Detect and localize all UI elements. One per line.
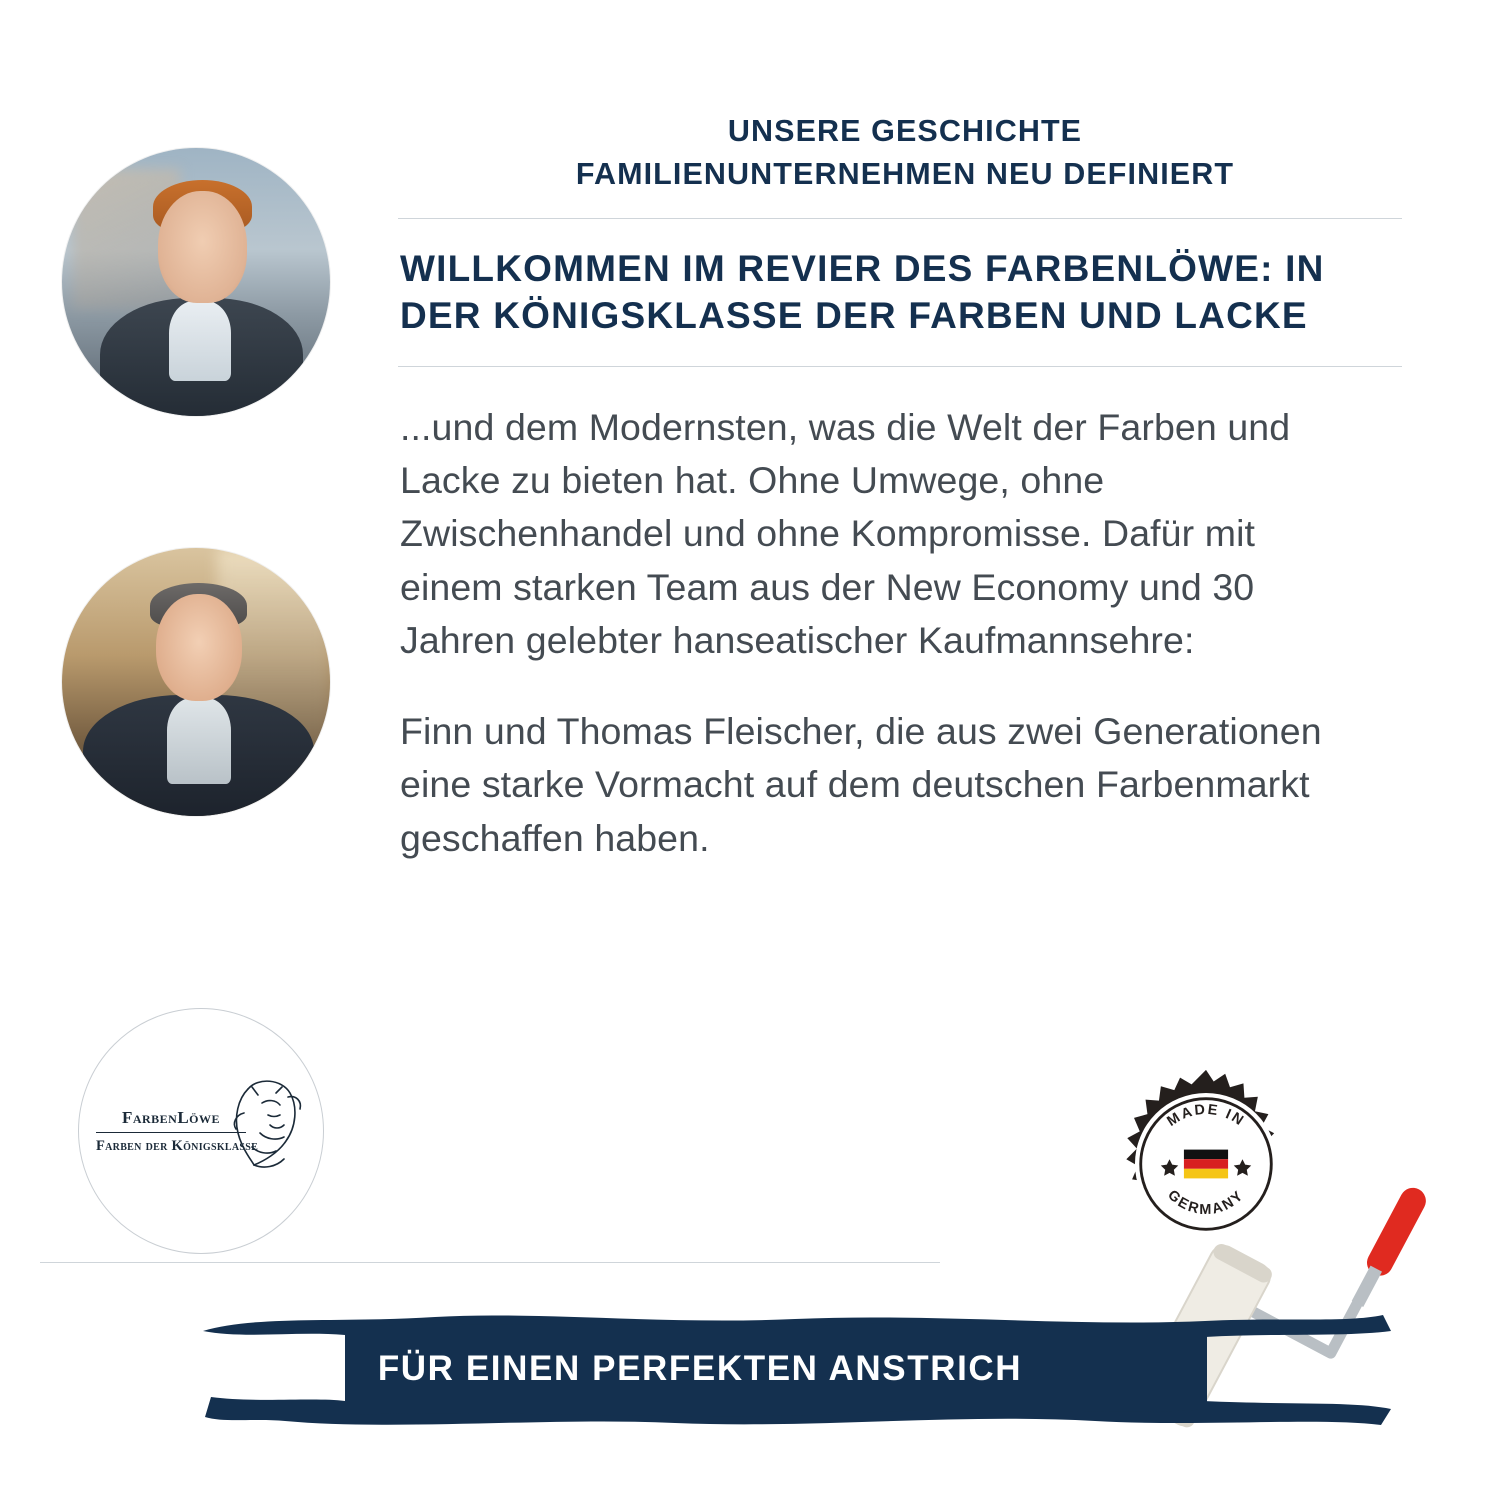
body-copy	[390, 367, 1420, 865]
portrait-face	[158, 191, 246, 304]
roller-handle-grip	[1362, 1183, 1430, 1280]
body-paragraph-1: ...und dem Modernsten, was die Welt der Farben und Lacke zu bieten hat. Ohne Umwege, ohne Zwischenhandel und ohne Kompromisse. Dafür mit einem starken Team aus der New Economy und 30 Jahren gelebter hanseatischer Kaufmannsehre:	[400, 405, 1291, 661]
logo-brand-name: FarbenLöwe	[121, 1107, 221, 1127]
eyebrow-line-1: UNSERE GESCHICHTE	[727, 114, 1083, 148]
left-media-column	[0, 0, 390, 1500]
portrait-finn-fleischer	[62, 148, 330, 416]
portrait-thomas-fleischer	[62, 548, 330, 816]
eyebrow-line-2: FAMILIENUNTERNEHMEN NEU DEFINIERT	[575, 157, 1235, 192]
seal-top-text: MADE IN	[1164, 1101, 1248, 1130]
page-title: WILLKOMMEN IM REVIER DES FARBENLÖWE: IN DER KÖNIGSKLASSE DER FARBEN UND LACKE	[400, 248, 1325, 337]
portrait-face	[156, 594, 242, 701]
banner-label: FÜR EINEN PERFEKTEN ANSTRICH	[377, 1349, 1023, 1388]
portrait-shirt	[169, 301, 231, 381]
logo-tagline: Farben der Königsklasse	[96, 1137, 259, 1154]
body-paragraph-2: Finn und Thomas Fleischer, die aus zwei Generationen eine starke Vormacht auf dem deutschen Farbenmarkt geschaffen haben.	[400, 710, 1322, 859]
brand-logo-badge	[78, 1008, 324, 1254]
portrait-shirt	[167, 698, 231, 784]
bottom-banner	[195, 1305, 1435, 1433]
seal-bottom-text: GERMANY	[1164, 1187, 1248, 1218]
eyebrow-heading	[390, 0, 1420, 194]
lion-head-icon	[224, 1073, 310, 1177]
divider-bottom	[40, 1262, 940, 1263]
